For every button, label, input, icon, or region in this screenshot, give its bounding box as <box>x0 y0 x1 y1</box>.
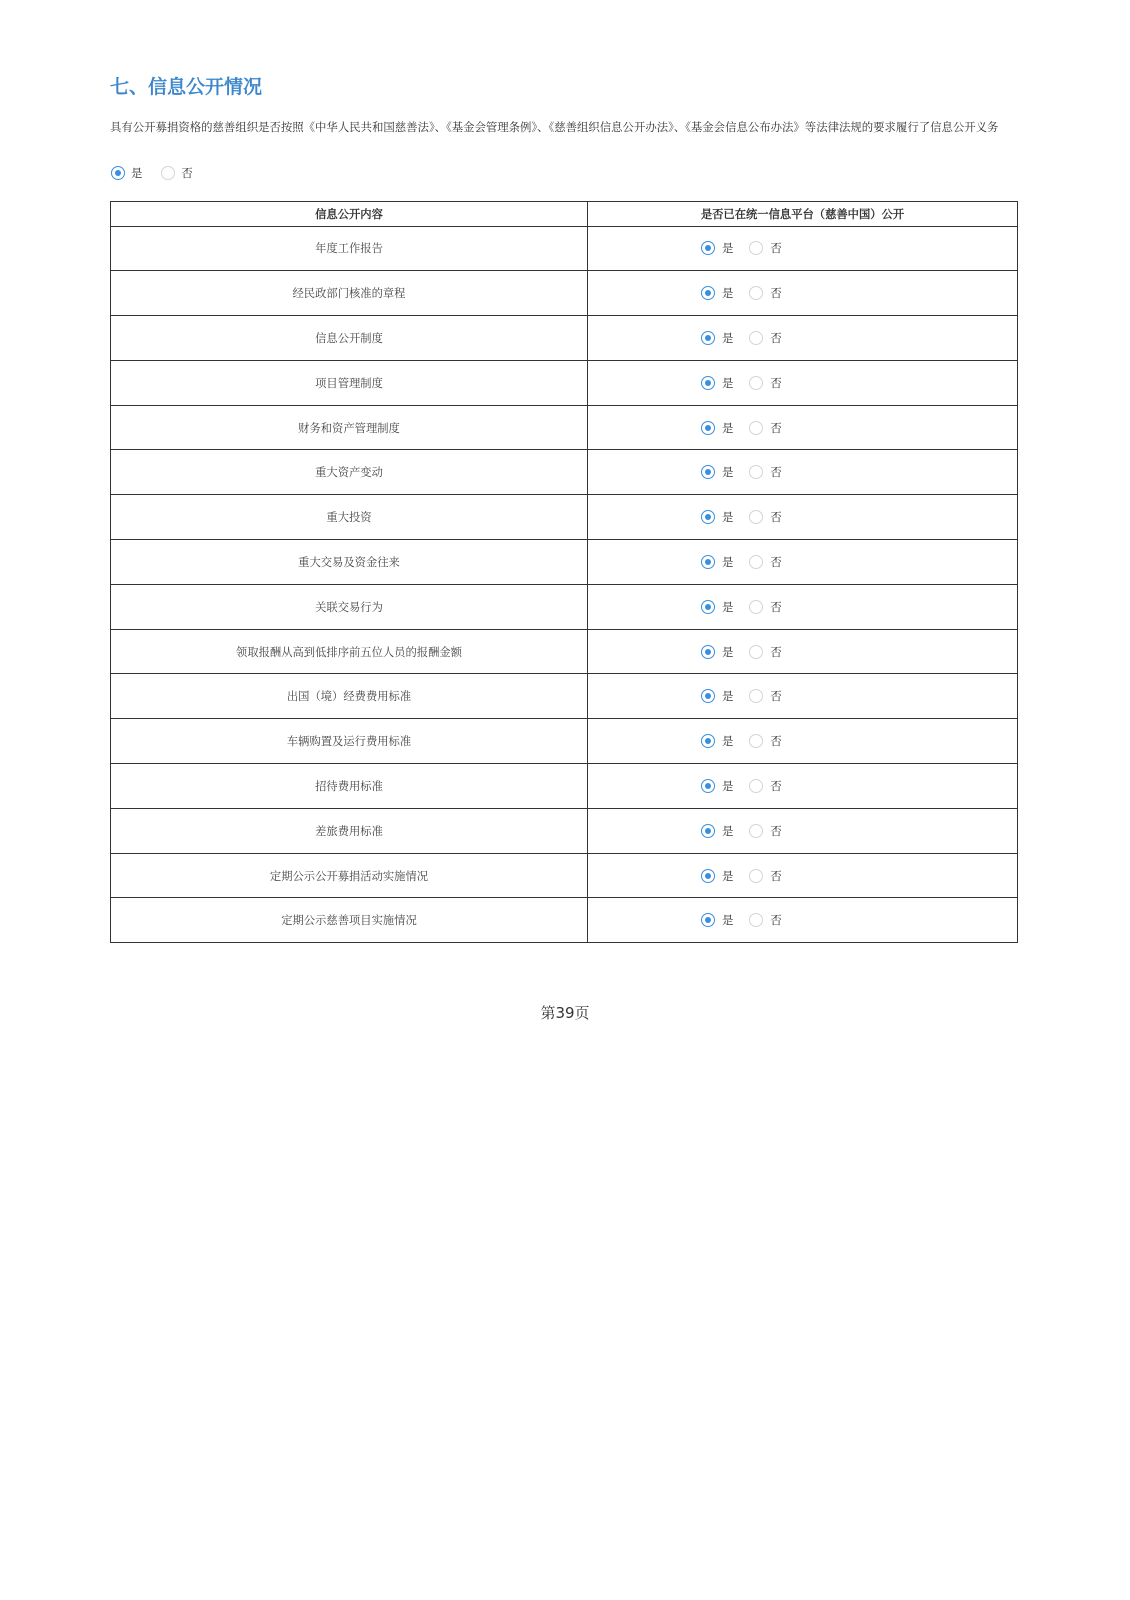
no-radio-button[interactable] <box>749 869 763 883</box>
option-no-label: 否 <box>770 913 782 928</box>
option-no-label: 否 <box>770 286 782 301</box>
yes-radio-button[interactable] <box>701 734 715 748</box>
info-item-label: 项目管理制度 <box>315 376 383 390</box>
info-item-cell <box>111 227 588 271</box>
table-row <box>111 270 1017 315</box>
published-choice-cell <box>588 809 1017 853</box>
option-yes-label: 是 <box>722 420 734 435</box>
no-radio-button[interactable] <box>749 645 763 659</box>
yes-radio-button[interactable] <box>701 241 715 255</box>
yes-radio-button[interactable] <box>701 779 715 793</box>
table-row <box>111 673 1017 718</box>
yes-radio-button[interactable] <box>701 376 715 390</box>
no-radio-button[interactable] <box>749 286 763 300</box>
option-yes-label: 是 <box>722 599 734 614</box>
option-yes-label: 是 <box>722 330 734 345</box>
option-no[interactable] <box>749 689 781 703</box>
info-item-cell <box>111 630 588 674</box>
option-no[interactable] <box>749 600 781 614</box>
option-yes[interactable] <box>701 689 733 703</box>
section-question: 具有公开募捐资格的慈善组织是否按照《中华人民共和国慈善法》、《基金会管理条例》、《慈善组织信息公开办法》、《基金会信息公布办法》等法律法规的要求履行了信息公开义务 <box>110 120 999 134</box>
header-published: 是否已在统一信息平台（慈善中国）公开 <box>700 207 905 221</box>
table-row <box>111 629 1017 674</box>
option-no-label: 否 <box>770 599 782 614</box>
table-row <box>111 360 1017 405</box>
section-answer-radio-group <box>111 166 193 180</box>
info-item-cell <box>111 271 588 315</box>
option-no[interactable] <box>749 286 781 300</box>
option-yes[interactable] <box>701 824 733 838</box>
info-item-label: 定期公示慈善项目实施情况 <box>281 914 417 928</box>
table-row <box>111 584 1017 629</box>
no-radio-button[interactable] <box>749 734 763 748</box>
option-no[interactable] <box>749 376 781 390</box>
info-item-label: 定期公示公开募捐活动实施情况 <box>269 869 429 883</box>
option-no-label: 否 <box>770 778 782 793</box>
info-item-cell <box>111 406 588 450</box>
published-choice-cell <box>588 585 1017 629</box>
no-radio-button[interactable] <box>749 465 763 479</box>
info-item-label: 车辆购置及运行费用标准 <box>286 735 412 749</box>
option-no[interactable] <box>749 331 781 345</box>
yes-radio-button[interactable] <box>701 824 715 838</box>
info-item-cell <box>111 809 588 853</box>
info-item-cell <box>111 854 588 898</box>
option-yes[interactable] <box>701 779 733 793</box>
published-choice-cell <box>588 361 1017 405</box>
no-radio-button[interactable] <box>749 510 763 524</box>
table-row <box>111 226 1017 271</box>
table-row <box>111 539 1017 584</box>
option-yes[interactable] <box>701 510 733 524</box>
option-yes-label: 是 <box>722 823 734 838</box>
option-yes[interactable] <box>701 286 733 300</box>
option-no-label: 否 <box>770 375 782 390</box>
info-item-label: 重大投资 <box>326 511 372 525</box>
option-no-label: 否 <box>770 420 782 435</box>
info-item-label: 信息公开制度 <box>315 331 383 345</box>
option-no-label: 否 <box>770 689 782 704</box>
info-item-label: 招待费用标准 <box>315 779 383 793</box>
table-row <box>111 853 1017 898</box>
option-yes-label: 是 <box>722 510 734 525</box>
option-yes[interactable] <box>111 166 142 180</box>
published-choice-cell <box>588 674 1017 718</box>
no-radio-button[interactable] <box>749 689 763 703</box>
option-yes-label: 是 <box>722 375 734 390</box>
info-item-cell <box>111 764 588 808</box>
table-row <box>111 718 1017 763</box>
info-item-cell <box>111 361 588 405</box>
option-yes[interactable] <box>701 376 733 390</box>
table-row <box>111 405 1017 450</box>
page-number: 第39页 <box>540 1004 590 1022</box>
option-yes-label: 是 <box>722 554 734 569</box>
header-content: 信息公开内容 <box>111 202 588 226</box>
published-choice-cell <box>588 316 1017 360</box>
option-no-label: 否 <box>770 734 782 749</box>
option-no-label: 否 <box>770 510 782 525</box>
info-item-label: 领取报酬从高到低排序前五位人员的报酬金额 <box>236 645 462 659</box>
option-no-label: 否 <box>770 868 782 883</box>
table-header-row <box>111 202 1017 226</box>
yes-radio-button[interactable] <box>701 869 715 883</box>
option-yes-label: 是 <box>722 241 734 256</box>
no-radio-button[interactable] <box>749 555 763 569</box>
option-no-label: 否 <box>770 241 782 256</box>
info-item-label: 重大交易及资金往来 <box>298 555 400 569</box>
no-radio-button[interactable] <box>749 824 763 838</box>
section-title: 七、信息公开情况 <box>110 76 263 98</box>
yes-radio-button[interactable] <box>701 421 715 435</box>
yes-radio-button[interactable] <box>111 166 125 180</box>
option-no[interactable] <box>749 465 781 479</box>
option-no[interactable] <box>749 869 781 883</box>
option-no[interactable] <box>749 913 781 927</box>
info-item-label: 差旅费用标准 <box>315 824 383 838</box>
no-radio-button[interactable] <box>749 421 763 435</box>
option-yes-label: 是 <box>722 644 734 659</box>
option-yes-label: 是 <box>131 166 143 180</box>
option-yes-label: 是 <box>722 778 734 793</box>
option-no-label: 否 <box>770 554 782 569</box>
option-yes[interactable] <box>701 421 733 435</box>
info-item-cell <box>111 719 588 763</box>
table-row <box>111 494 1017 539</box>
info-item-label: 重大资产变动 <box>315 466 383 480</box>
info-item-cell <box>111 540 588 584</box>
table-row <box>111 763 1017 808</box>
published-choice-cell <box>588 719 1017 763</box>
published-choice-cell <box>588 227 1017 271</box>
published-choice-cell <box>588 450 1017 494</box>
info-item-label: 财务和资产管理制度 <box>298 421 400 435</box>
option-no[interactable] <box>749 645 781 659</box>
info-item-cell <box>111 450 588 494</box>
option-no[interactable] <box>749 241 781 255</box>
table-row <box>111 449 1017 494</box>
option-no-label: 否 <box>770 823 782 838</box>
info-item-cell <box>111 674 588 718</box>
yes-radio-button[interactable] <box>701 510 715 524</box>
option-yes[interactable] <box>701 331 733 345</box>
option-no[interactable] <box>749 734 781 748</box>
no-radio-button[interactable] <box>749 600 763 614</box>
info-item-cell <box>111 585 588 629</box>
published-choice-cell <box>588 495 1017 539</box>
option-yes-label: 是 <box>722 734 734 749</box>
option-no[interactable] <box>749 779 781 793</box>
published-choice-cell <box>588 764 1017 808</box>
yes-radio-button[interactable] <box>701 286 715 300</box>
option-yes-label: 是 <box>722 689 734 704</box>
yes-radio-button[interactable] <box>701 465 715 479</box>
table-row <box>111 808 1017 853</box>
option-yes[interactable] <box>701 645 733 659</box>
table-row <box>111 315 1017 360</box>
option-yes[interactable] <box>701 869 733 883</box>
info-item-cell <box>111 316 588 360</box>
yes-radio-button[interactable] <box>701 600 715 614</box>
published-choice-cell <box>588 630 1017 674</box>
no-radio-button[interactable] <box>749 331 763 345</box>
option-no-label: 否 <box>770 330 782 345</box>
info-item-label: 经民政部门核准的章程 <box>292 287 406 301</box>
option-yes-label: 是 <box>722 465 734 480</box>
option-yes[interactable] <box>701 913 733 927</box>
option-no[interactable] <box>749 824 781 838</box>
option-yes-label: 是 <box>722 868 734 883</box>
no-radio-button[interactable] <box>161 166 175 180</box>
option-yes-label: 是 <box>722 913 734 928</box>
table-row <box>111 897 1017 942</box>
published-choice-cell <box>588 406 1017 450</box>
yes-radio-button[interactable] <box>701 913 715 927</box>
no-radio-button[interactable] <box>749 376 763 390</box>
option-yes-label: 是 <box>722 286 734 301</box>
published-choice-cell <box>588 540 1017 584</box>
info-item-label: 关联交易行为 <box>315 600 383 614</box>
option-no-label: 否 <box>770 644 782 659</box>
info-item-label: 出国（境）经费费用标准 <box>286 690 412 704</box>
yes-radio-button[interactable] <box>701 555 715 569</box>
option-no-label: 否 <box>770 465 782 480</box>
yes-radio-button[interactable] <box>701 689 715 703</box>
no-radio-button[interactable] <box>749 913 763 927</box>
option-no[interactable] <box>749 555 781 569</box>
published-choice-cell <box>588 271 1017 315</box>
option-no[interactable] <box>161 166 192 180</box>
option-no[interactable] <box>749 421 781 435</box>
option-no-label: 否 <box>181 166 193 180</box>
option-no[interactable] <box>749 510 781 524</box>
yes-radio-button[interactable] <box>701 331 715 345</box>
option-yes[interactable] <box>701 600 733 614</box>
disclosure-table <box>110 201 1018 943</box>
option-yes[interactable] <box>701 555 733 569</box>
info-item-label: 年度工作报告 <box>315 242 383 256</box>
info-item-cell <box>111 495 588 539</box>
no-radio-button[interactable] <box>749 779 763 793</box>
option-yes[interactable] <box>701 734 733 748</box>
published-choice-cell <box>588 854 1017 898</box>
published-choice-cell <box>588 898 1017 942</box>
no-radio-button[interactable] <box>749 241 763 255</box>
option-yes[interactable] <box>701 465 733 479</box>
info-item-cell <box>111 898 588 942</box>
option-yes[interactable] <box>701 241 733 255</box>
yes-radio-button[interactable] <box>701 645 715 659</box>
